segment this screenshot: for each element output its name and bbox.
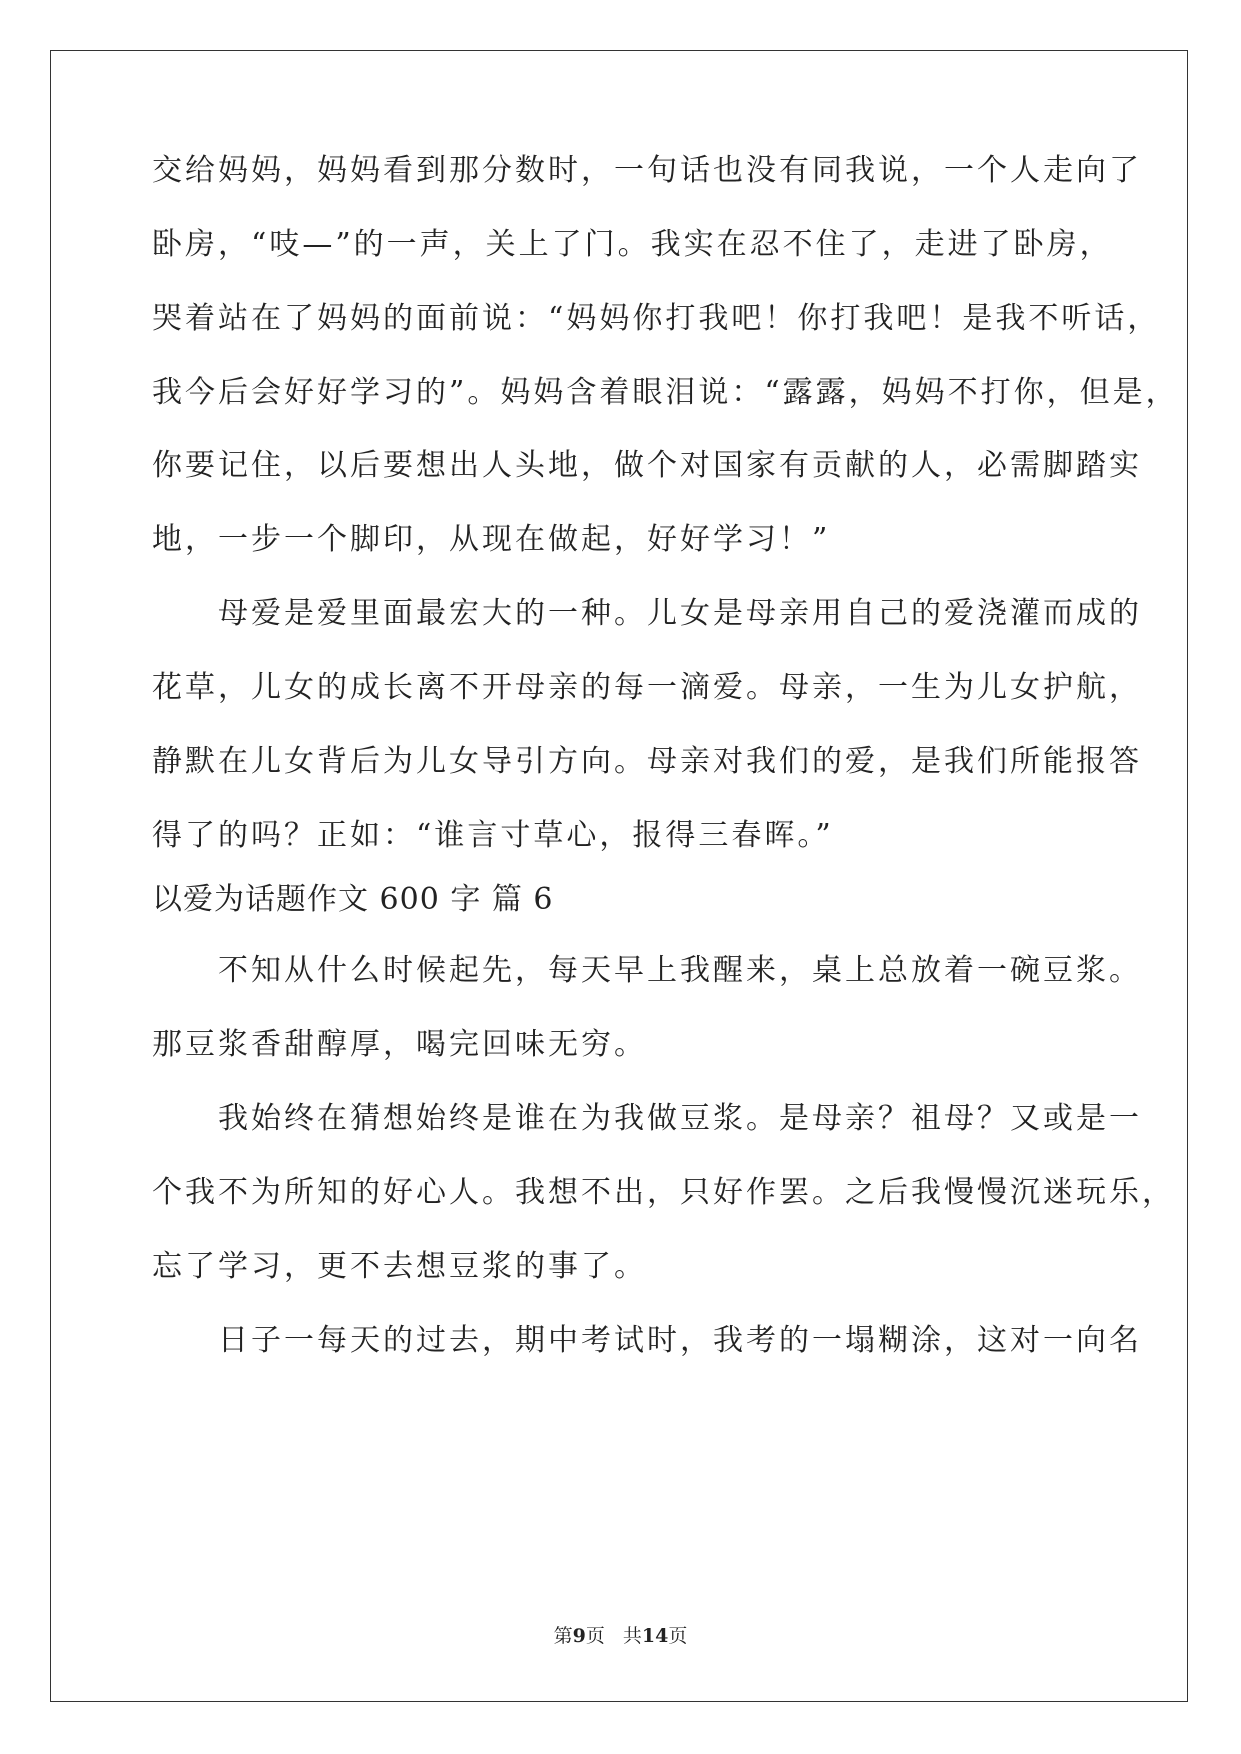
page-number: 9 — [572, 1625, 586, 1647]
body-text-line: 交给妈妈，妈妈看到那分数时，一句话也没有同我说，一个人走向了 — [152, 153, 1142, 188]
body-text-line: 得了的吗？正如：“谁言寸草心，报得三春晖。” — [152, 818, 834, 853]
body-text-line: 个我不为所知的好心人。我想不出，只好作罢。之后我慢慢沉迷玩乐， — [152, 1175, 1175, 1210]
body-text-line: 忘了学习，更不去想豆浆的事了。 — [152, 1249, 647, 1284]
total-pages: 14 — [641, 1625, 669, 1647]
page-label-prefix: 第 — [553, 1625, 573, 1647]
body-text-line: 卧房，“吱—”的一声，关上了门。我实在忍不住了，走进了卧房， — [152, 227, 1113, 262]
body-text-line: 不知从什么时候起先，每天早上我醒来，桌上总放着一碗豆浆。 — [152, 953, 1142, 988]
body-text-line: 花草，儿女的成长离不开母亲的每一滴爱。母亲，一生为儿女护航， — [152, 670, 1142, 705]
body-text-line: 母爱是爱里面最宏大的一种。儿女是母亲用自己的爱浇灌而成的 — [152, 596, 1142, 631]
body-text-line: 那豆浆香甜醇厚，喝完回味无穷。 — [152, 1027, 647, 1062]
page-label-suffix: 页 — [585, 1625, 605, 1647]
total-label-prefix: 共 — [622, 1625, 642, 1647]
body-text-line: 日子一每天的过去，期中考试时，我考的一塌糊涂，这对一向名 — [152, 1323, 1142, 1358]
page-footer — [0, 1624, 1241, 1648]
body-text-line: 地，一步一个脚印，从现在做起，好好学习！” — [152, 522, 831, 557]
body-text-line: 哭着站在了妈妈的面前说：“妈妈你打我吧！你打我吧！是我不听话， — [152, 301, 1161, 336]
total-label-suffix: 页 — [668, 1625, 688, 1647]
body-text-line: 我始终在猜想始终是谁在为我做豆浆。是母亲？祖母？又或是一 — [152, 1101, 1142, 1136]
page-border — [50, 50, 1188, 1702]
body-text-line: 静默在儿女背后为儿女导引方向。母亲对我们的爱，是我们所能报答 — [152, 744, 1142, 779]
body-text-line: 我今后会好好学习的”。妈妈含着眼泪说：“露露，妈妈不打你，但是， — [152, 375, 1179, 410]
body-text-line: 你要记住，以后要想出人头地，做个对国家有贡献的人，必需脚踏实 — [152, 448, 1142, 483]
section-heading: 以爱为话题作文 600 字 篇 6 — [152, 882, 554, 917]
